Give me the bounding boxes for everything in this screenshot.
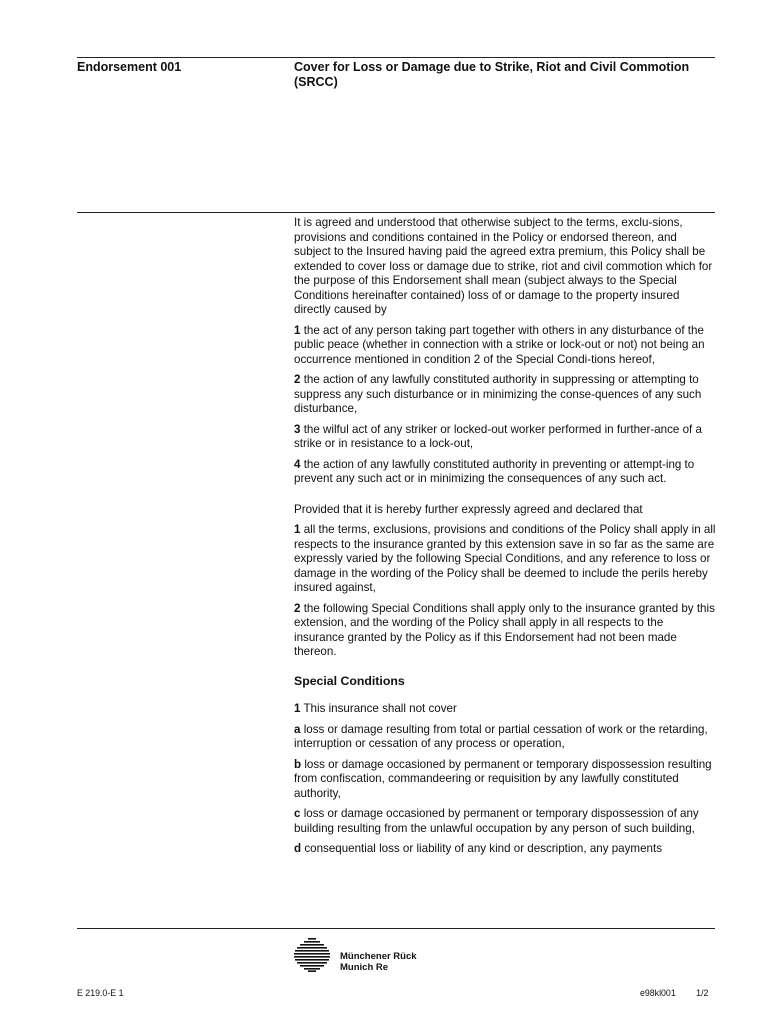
page-number: 1/2 <box>696 988 709 998</box>
special-conditions-heading: Special Conditions <box>294 673 405 688</box>
footer-right <box>640 988 708 998</box>
logo-text <box>340 952 417 973</box>
proviso-item: 1 all the terms, exclusions, provisions and conditions of the Policy shall apply in all respects to the insurance granted by this extension save in so far as the same are expressly varied by the following Special Conditions, and any reference to loss or damage in the wording of the Policy shall be deemed to include the perils hereby insured against, <box>294 523 716 594</box>
exclusion-item: d consequential loss or liability of any kind or description, any payments <box>294 842 662 855</box>
munich-re-logo-icon <box>294 938 330 972</box>
form-code: E 219.0-E 1 <box>77 988 124 998</box>
intro-paragraph: It is agreed and understood that otherwise subject to the terms, exclu-sions, provisions and conditions contained in the Policy or endorsed thereon, and subject to the Insured having paid the agreed extra premium, this Policy shall be extended to cover loss or damage due to strike, riot and civil commotion which for the purpose of this Endorsement shall mean (subject always to the Special Conditions hereinafter contained) loss of or damage to the property insured directly caused by <box>294 216 713 316</box>
exclusion-item: a loss or damage resulting from total or partial cessation of work or the retarding, interruption or cessation of any process or operation, <box>294 722 708 750</box>
special-condition-item: 1 This insurance shall not cover <box>294 702 457 715</box>
footer-rule <box>77 928 715 929</box>
exclusion-item: c loss or damage occasioned by permanent or temporary dispossession of any building resulting from the unlawful occupation by any person of such building, <box>294 807 699 835</box>
cause-item: 3 the wilful act of any striker or locked-out worker performed in further-ance of a strike or in resistance to a lock-out, <box>294 422 702 450</box>
page-title: Cover for Loss or Damage due to Strike, Riot and Civil Commotion (SRCC) <box>294 60 690 89</box>
proviso-paragraph: Provided that it is hereby further expressly agreed and declared that <box>294 502 643 516</box>
cause-item: 1 the act of any person taking part together with others in any disturbance of the public peace (whether in connection with a strike or lock-out or not) not being an occurrence mentioned in condition 2 of the Special Condi-tions hereof, <box>294 323 705 366</box>
endorsement-id: Endorsement 001 <box>77 60 182 74</box>
body-column <box>294 216 716 863</box>
document-code: e98kl001 <box>640 988 676 998</box>
munich-re-logo <box>294 938 454 972</box>
exclusion-item: b loss or damage occasioned by permanent or temporary dispossession resulting from confiscation, commandeering or requisition by any lawfully constituted authority, <box>294 757 712 800</box>
top-rule <box>77 57 715 58</box>
proviso-item: 2 the following Special Conditions shall apply only to the insurance granted by this extension, and the wording of the Policy shall apply in all respects to the insurance granted by the Policy as if this Endorsement had not been made thereon. <box>294 601 715 658</box>
cause-item: 2 the action of any lawfully constituted authority in suppressing or attempting to suppress any such disturbance or in minimizing the conse-quences of any such disturbance, <box>294 373 702 415</box>
cause-item: 4 the action of any lawfully constituted authority in preventing or attempt-ing to prevent any such act or in minimizing the consequences of any such act. <box>294 457 695 485</box>
logo-line-1: Münchener Rück <box>340 951 417 962</box>
header-rule <box>77 212 715 213</box>
logo-line-2: Munich Re <box>340 961 389 973</box>
